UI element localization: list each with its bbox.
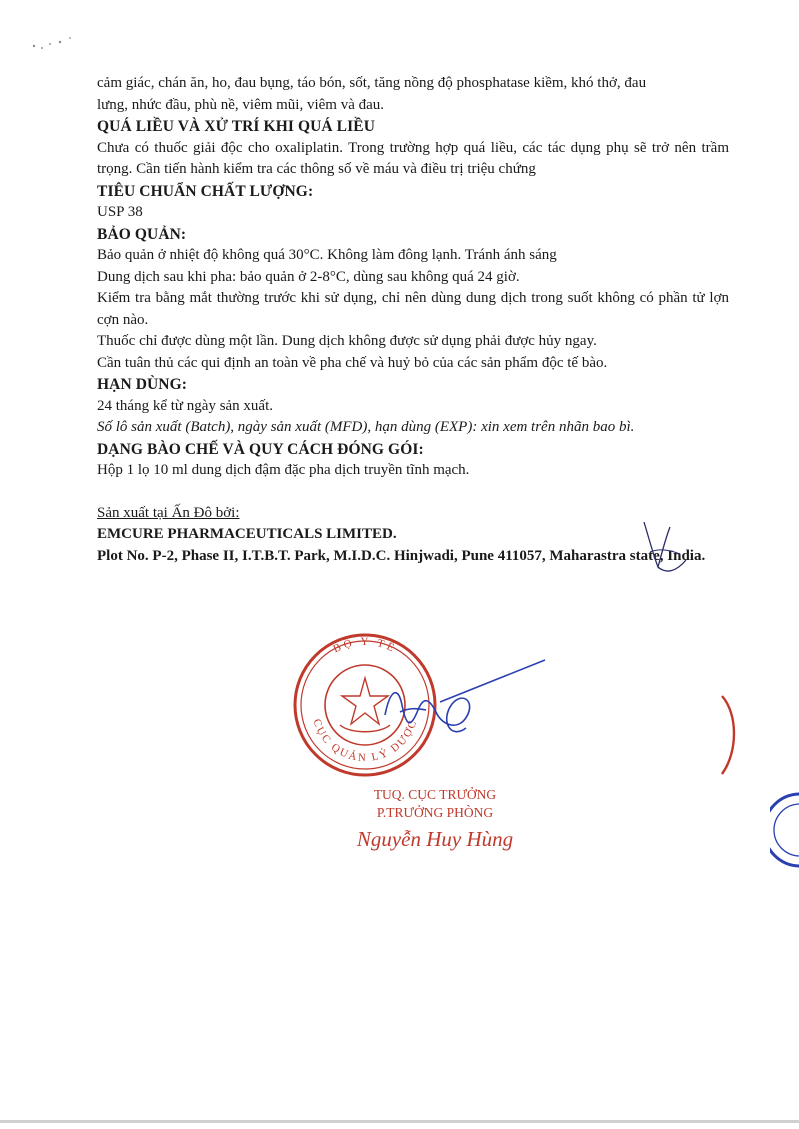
storage-paragraph-4: Thuốc chỉ được dùng một lần. Dung dịch không được sử dụng phải được hủy ngay. <box>97 333 597 349</box>
dosage-form-paragraph: Hộp 1 lọ 10 ml dung dịch đậm đặc pha dịch truyền tĩnh mạch. <box>97 462 470 478</box>
heading-expiry: HẠN DÙNG: <box>97 376 188 393</box>
storage-paragraph-2: Dung dịch sau khi pha: bảo quản ở 2-8°C, dùng sau không quá 24 giờ. <box>97 268 520 285</box>
expiry-paragraph-1: 24 tháng kể từ ngày sản xuất. <box>97 397 274 414</box>
red-arc-mark <box>700 690 750 780</box>
signatory-title: TUQ. CỤC TRƯỞNG <box>373 787 497 802</box>
signature-block <box>330 786 540 854</box>
svg-text:CỤC QUẢN LÝ DƯỢC <box>310 718 419 765</box>
scan-specks <box>30 32 80 52</box>
overdose-paragraph: Chưa có thuốc giải độc cho oxaliplatin. Trong trường hợp quá liều, các tác dụng phụ sẽ trở nên trầm trọng. Cần tiến hành kiểm tra các thông số về máu và điều trị triệu chứng <box>97 139 729 177</box>
heading-dosage-form: DẠNG BÀO CHẾ VÀ QUY CÁCH ĐÓNG GÓI: <box>97 440 424 458</box>
quality-paragraph: USP 38 <box>97 204 143 220</box>
initial-signature-mark <box>636 512 696 582</box>
stamp-top-text: BỘ Y TẾ <box>331 635 399 656</box>
text-line: lưng, nhức đầu, phù nề, viêm mũi, viêm và đau. <box>97 96 385 113</box>
storage-paragraph-3: Kiểm tra bằng mắt thường trước khi sử dụng, chỉ nên dùng dung dịch trong suốt không có phần tử lợn cợn nào. <box>97 290 729 328</box>
heading-overdose: QUÁ LIỀU VÀ XỬ TRÍ KHI QUÁ LIỀU <box>97 118 375 135</box>
heading-quality: TIÊU CHUẨN CHẤT LƯỢNG: <box>97 182 314 200</box>
official-stamp <box>290 630 550 780</box>
scan-bottom-edge <box>0 1120 799 1123</box>
expiry-paragraph-2: Số lô sản xuất (Batch), ngày sản xuất (MFD), hạn dùng (EXP): xin xem trên nhãn bao bì. <box>97 419 635 435</box>
document-body <box>97 73 729 567</box>
manufacturer-address: Plot No. P-2, Phase II, I.T.B.T. Park, M.I.D.C. Hinjwadi, Pune 411057, Maharastra state, India. <box>97 547 706 564</box>
signatory-position: P.TRƯỞNG PHÒNG <box>376 805 494 820</box>
stamp-emblem <box>340 678 390 732</box>
stamp-ring-text: CỤC QUẢN LÝ DƯỢC <box>310 717 420 765</box>
storage-paragraph-5: Cần tuân thủ các qui định an toàn về pha chế và huỷ bỏ của các sản phẩm độc tế bào. <box>97 354 608 371</box>
storage-paragraph-1: Bảo quản ở nhiệt độ không quá 30°C. Không làm đông lạnh. Tránh ánh sáng <box>97 247 557 263</box>
text-line: cảm giác, chán ăn, ho, đau bụng, táo bón, sốt, tăng nồng độ phosphatase kiềm, khó thở, đau <box>97 75 647 91</box>
manufacturer-label: Sản xuất tại Ấn Đô bởi: <box>97 504 240 521</box>
heading-storage: BẢO QUẢN: <box>97 225 187 243</box>
blue-edge-stamp <box>770 790 799 870</box>
signatory-name: Nguyễn Huy Hùng <box>356 827 514 851</box>
manufacturer-name: EMCURE PHARMACEUTICALS LIMITED. <box>97 526 397 542</box>
